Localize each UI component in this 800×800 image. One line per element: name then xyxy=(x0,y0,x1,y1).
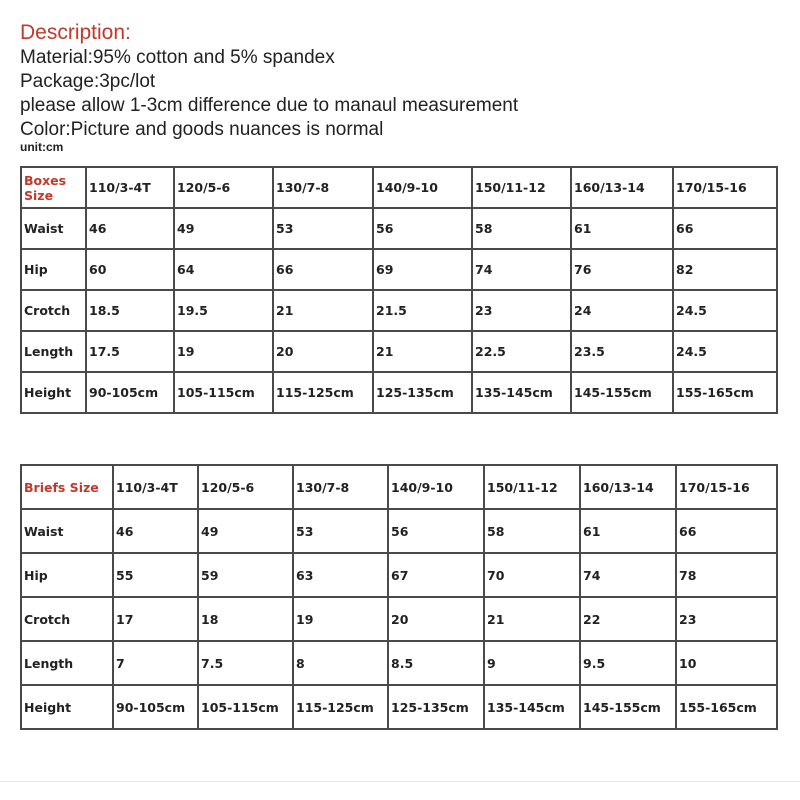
table-row xyxy=(21,509,777,553)
boxes-size-header xyxy=(21,167,86,208)
row-label: Crotch xyxy=(21,290,86,331)
table-cell: 82 xyxy=(673,249,777,290)
table-cell: 21 xyxy=(273,290,373,331)
table-cell: 135-145cm xyxy=(472,372,571,413)
briefs-size-header: Briefs Size xyxy=(21,465,113,509)
table-cell: 20 xyxy=(388,597,484,641)
table-cell: 22.5 xyxy=(472,331,571,372)
table-cell: 115-125cm xyxy=(273,372,373,413)
unit-label: unit:cm xyxy=(20,140,64,154)
table-cell: 21 xyxy=(484,597,580,641)
table-cell: 56 xyxy=(373,208,472,249)
description-title: Description: xyxy=(20,21,131,44)
table-cell: 76 xyxy=(571,249,673,290)
column-header: 160/13-14 xyxy=(571,167,673,208)
table-cell: 61 xyxy=(580,509,676,553)
table-row xyxy=(21,208,777,249)
description-block xyxy=(20,20,518,153)
column-header: 150/11-12 xyxy=(472,167,571,208)
table-cell: 49 xyxy=(174,208,273,249)
table-cell: 78 xyxy=(676,553,777,597)
table-cell: 49 xyxy=(198,509,293,553)
row-label: Length xyxy=(21,331,86,372)
table-cell: 46 xyxy=(113,509,198,553)
table-row xyxy=(21,249,777,290)
table-cell: 145-155cm xyxy=(580,685,676,729)
table-cell: 66 xyxy=(673,208,777,249)
table-cell: 70 xyxy=(484,553,580,597)
table-cell: 20 xyxy=(273,331,373,372)
row-label: Waist xyxy=(21,208,86,249)
table-cell: 55 xyxy=(113,553,198,597)
table-row xyxy=(21,331,777,372)
column-header: 140/9-10 xyxy=(388,465,484,509)
table-cell: 9 xyxy=(484,641,580,685)
table-cell: 23.5 xyxy=(571,331,673,372)
table-cell: 23 xyxy=(676,597,777,641)
table-cell: 19.5 xyxy=(174,290,273,331)
row-label: Height xyxy=(21,685,113,729)
column-header: 110/3-4T xyxy=(86,167,174,208)
row-label: Length xyxy=(21,641,113,685)
table-cell: 66 xyxy=(273,249,373,290)
table-row xyxy=(21,553,777,597)
table-cell: 60 xyxy=(86,249,174,290)
column-header: 140/9-10 xyxy=(373,167,472,208)
briefs-size-table xyxy=(20,464,778,730)
row-label: Waist xyxy=(21,509,113,553)
table-cell: 105-115cm xyxy=(198,685,293,729)
table-cell: 21.5 xyxy=(373,290,472,331)
table-cell: 53 xyxy=(273,208,373,249)
table-cell: 18 xyxy=(198,597,293,641)
column-header: 130/7-8 xyxy=(273,167,373,208)
column-header: 110/3-4T xyxy=(113,465,198,509)
row-label: Crotch xyxy=(21,597,113,641)
table-cell: 17.5 xyxy=(86,331,174,372)
table-cell: 17 xyxy=(113,597,198,641)
table-cell: 67 xyxy=(388,553,484,597)
package-line: Package:3pc/lot xyxy=(20,71,156,92)
column-header: 170/15-16 xyxy=(673,167,777,208)
table-cell: 7 xyxy=(113,641,198,685)
table-cell: 19 xyxy=(174,331,273,372)
table-cell: 8 xyxy=(293,641,388,685)
table-cell: 59 xyxy=(198,553,293,597)
table-cell: 10 xyxy=(676,641,777,685)
table-cell: 7.5 xyxy=(198,641,293,685)
table-cell: 155-165cm xyxy=(676,685,777,729)
table-cell: 21 xyxy=(373,331,472,372)
table-cell: 24 xyxy=(571,290,673,331)
table-cell: 90-105cm xyxy=(113,685,198,729)
table-cell: 145-155cm xyxy=(571,372,673,413)
table-cell: 90-105cm xyxy=(86,372,174,413)
table-row xyxy=(21,685,777,729)
table-cell: 18.5 xyxy=(86,290,174,331)
table-cell: 46 xyxy=(86,208,174,249)
row-label: Hip xyxy=(21,553,113,597)
table-cell: 63 xyxy=(293,553,388,597)
table-cell: 61 xyxy=(571,208,673,249)
table-header-row xyxy=(21,167,777,208)
table-cell: 115-125cm xyxy=(293,685,388,729)
table-cell: 135-145cm xyxy=(484,685,580,729)
row-label: Hip xyxy=(21,249,86,290)
column-header: 120/5-6 xyxy=(174,167,273,208)
table-cell: 64 xyxy=(174,249,273,290)
page-divider xyxy=(0,781,800,782)
table-cell: 24.5 xyxy=(673,290,777,331)
table-header-row xyxy=(21,465,777,509)
column-header: 130/7-8 xyxy=(293,465,388,509)
row-label: Height xyxy=(21,372,86,413)
table-cell: 74 xyxy=(580,553,676,597)
table-cell: 19 xyxy=(293,597,388,641)
table-cell: 53 xyxy=(293,509,388,553)
column-header: 120/5-6 xyxy=(198,465,293,509)
table-cell: 9.5 xyxy=(580,641,676,685)
column-header: 160/13-14 xyxy=(580,465,676,509)
table-row xyxy=(21,372,777,413)
boxes-header-line2: Size xyxy=(24,187,54,203)
table-cell: 105-115cm xyxy=(174,372,273,413)
boxes-size-table xyxy=(20,166,778,414)
table-cell: 74 xyxy=(472,249,571,290)
table-cell: 24.5 xyxy=(673,331,777,372)
column-header: 170/15-16 xyxy=(676,465,777,509)
table-cell: 125-135cm xyxy=(388,685,484,729)
table-row xyxy=(21,290,777,331)
table-cell: 22 xyxy=(580,597,676,641)
table-row xyxy=(21,597,777,641)
table-cell: 66 xyxy=(676,509,777,553)
table-cell: 155-165cm xyxy=(673,372,777,413)
table-cell: 56 xyxy=(388,509,484,553)
boxes-header-line1: Boxes xyxy=(24,172,67,188)
table-cell: 69 xyxy=(373,249,472,290)
material-line: Material:95% cotton and 5% spandex xyxy=(20,47,335,68)
table-row xyxy=(21,641,777,685)
color-note-line: Color:Picture and goods nuances is normal xyxy=(20,119,384,140)
table-cell: 125-135cm xyxy=(373,372,472,413)
measurement-note-line: please allow 1-3cm difference due to manaul measurement xyxy=(20,95,519,116)
table-cell: 58 xyxy=(472,208,571,249)
table-cell: 23 xyxy=(472,290,571,331)
table-cell: 58 xyxy=(484,509,580,553)
table-cell: 8.5 xyxy=(388,641,484,685)
column-header: 150/11-12 xyxy=(484,465,580,509)
